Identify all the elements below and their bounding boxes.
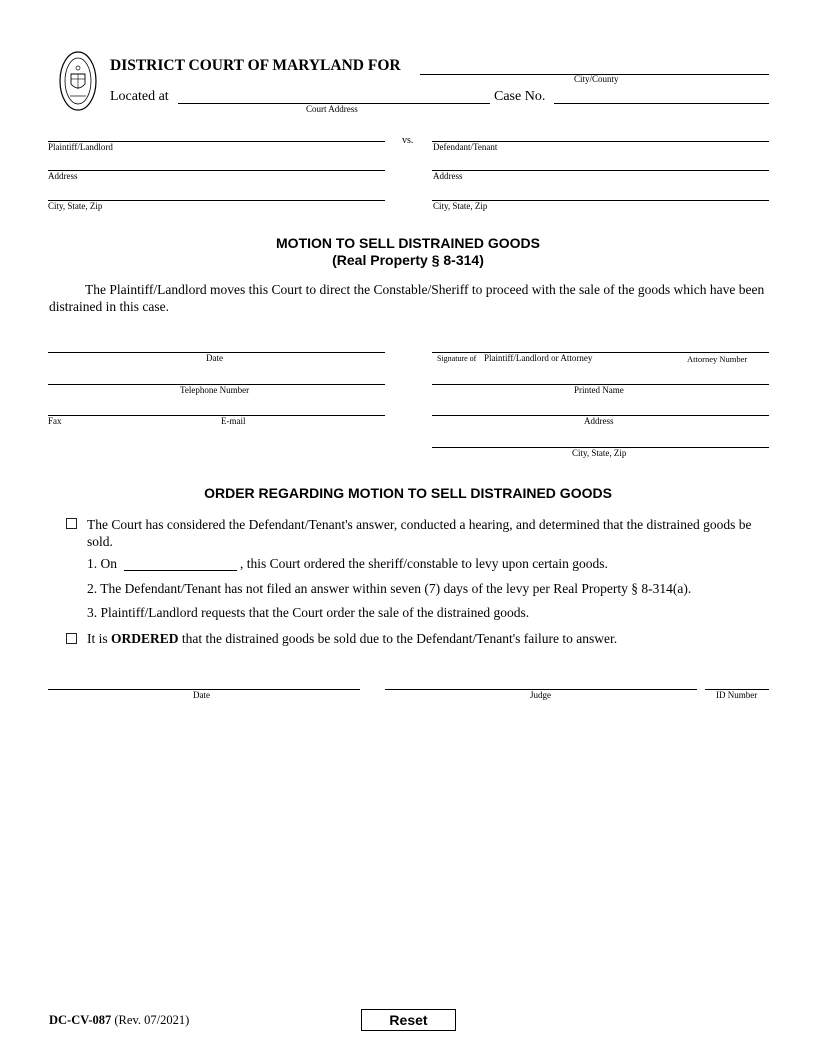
signer-city-label: City, State, Zip: [572, 448, 627, 458]
form-number: DC-CV-087: [49, 1013, 112, 1027]
defendant-address-input[interactable]: [432, 153, 769, 169]
plaintiff-label: Plaintiff/Landlord: [48, 142, 113, 152]
fax-label: Fax: [48, 416, 62, 426]
form-id: [49, 1013, 189, 1028]
levy-date-line: [124, 570, 237, 571]
email-label: E-mail: [221, 416, 246, 426]
defendant-city-label: City, State, Zip: [433, 201, 488, 211]
motion-date-label: Date: [206, 353, 223, 363]
option2-ordered: ORDERED: [111, 631, 179, 646]
city-county-label: City/County: [574, 74, 619, 84]
telephone-label: Telephone Number: [180, 385, 250, 395]
option2-checkbox[interactable]: [66, 633, 77, 644]
plaintiff-city-label: City, State, Zip: [48, 201, 103, 211]
option2-prefix: It is: [87, 631, 108, 646]
item2-text: 2. The Defendant/Tenant has not filed an answer within seven (7) days of the levy per Real Property § 8-314(a).: [87, 581, 692, 596]
plaintiff-address-input[interactable]: [48, 153, 385, 169]
printed-name-label: Printed Name: [574, 385, 624, 395]
defendant-address-label: Address: [433, 171, 463, 181]
defendant-name-input[interactable]: [432, 124, 769, 140]
motion-subtitle: (Real Property § 8-314): [332, 252, 484, 268]
signature-line: [432, 352, 769, 353]
id-number-label: ID Number: [716, 690, 758, 700]
signature-prefix: Signature of: [437, 354, 477, 363]
signer-address-label: Address: [584, 416, 614, 426]
case-no-line: [554, 103, 769, 104]
motion-date-input[interactable]: [48, 335, 385, 351]
defendant-city-input[interactable]: [432, 183, 769, 199]
fax-input[interactable]: [48, 398, 208, 414]
defendant-address-line: [432, 170, 769, 171]
form-revision: (Rev. 07/2021): [114, 1013, 190, 1027]
vs-label: vs.: [402, 135, 414, 146]
order-title: ORDER REGARDING MOTION TO SELL DISTRAINED GOODS: [204, 485, 612, 501]
plaintiff-address-line: [48, 170, 385, 171]
judge-label: Judge: [530, 690, 551, 700]
attorney-number-label: Attorney Number: [687, 354, 748, 364]
email-input[interactable]: [210, 398, 385, 414]
option2-text: [87, 631, 617, 647]
signature-input[interactable]: [432, 335, 769, 351]
located-at-label: Located at: [110, 89, 169, 104]
item1-suffix: , this Court ordered the sheriff/constable to levy upon certain goods.: [240, 556, 608, 571]
signer-city-input[interactable]: [432, 430, 769, 446]
motion-body: The Plaintiff/Landlord moves this Court to direct the Constable/Sheriff to proceed with the sale of the goods which have been distrained in this case.: [49, 282, 765, 314]
signer-address-input[interactable]: [432, 398, 769, 414]
city-county-input[interactable]: [420, 57, 769, 73]
court-address-input[interactable]: [178, 86, 490, 102]
court-title: DISTRICT COURT OF MARYLAND FOR: [110, 57, 401, 74]
order-date-label: Date: [193, 690, 210, 700]
plaintiff-city-input[interactable]: [48, 183, 385, 199]
telephone-input[interactable]: [48, 367, 385, 383]
plaintiff-name-input[interactable]: [48, 124, 385, 140]
item1-prefix: 1. On: [87, 556, 117, 571]
plaintiff-address-label: Address: [48, 171, 78, 181]
order-date-input[interactable]: [48, 672, 360, 688]
printed-name-input[interactable]: [432, 367, 769, 383]
motion-title: MOTION TO SELL DISTRAINED GOODS: [276, 235, 540, 251]
case-no-input[interactable]: [554, 86, 769, 102]
court-address-label: Court Address: [306, 104, 358, 114]
levy-date-input[interactable]: [124, 553, 237, 569]
option1-checkbox[interactable]: [66, 518, 77, 529]
signature-label: Plaintiff/Landlord or Attorney: [484, 353, 593, 363]
option1-text: The Court has considered the Defendant/Tenant's answer, conducted a hearing, and determined that the distrained goods be sold.: [87, 517, 752, 549]
reset-button[interactable]: Reset: [361, 1009, 456, 1031]
case-no-label: Case No.: [494, 89, 546, 104]
fax-line: [48, 415, 208, 416]
id-number-input[interactable]: [705, 672, 769, 688]
judge-input[interactable]: [385, 672, 697, 688]
court-seal-icon: [58, 50, 98, 112]
item3-text: 3. Plaintiff/Landlord requests that the Court order the sale of the distrained goods.: [87, 605, 530, 620]
option2-suffix: that the distrained goods be sold due to the Defendant/Tenant's failure to answer.: [181, 631, 618, 646]
defendant-label: Defendant/Tenant: [433, 142, 498, 152]
